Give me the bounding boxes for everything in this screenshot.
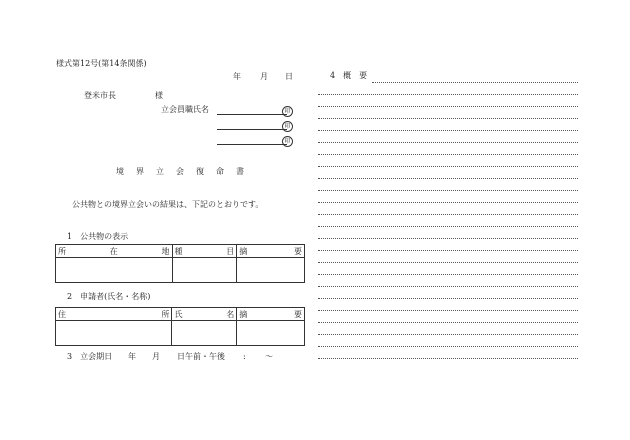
public-property-table xyxy=(55,244,305,283)
title-char: 境 xyxy=(116,167,124,176)
summary-line xyxy=(318,346,578,347)
form-number: 様式第12号(第14条関係) xyxy=(56,59,147,68)
intro-text: 公共物との境界立会いの結果は、下記のとおりです。 xyxy=(72,200,264,209)
title-char: 立 xyxy=(156,167,164,176)
summary-line xyxy=(318,238,578,239)
type-cell xyxy=(172,258,237,283)
signatory-label: 立会員職氏名 xyxy=(161,105,209,114)
summary-line xyxy=(318,178,578,179)
summary-line xyxy=(318,130,578,131)
applicant-table xyxy=(55,307,305,346)
name-cell xyxy=(172,321,237,346)
meeting-day-ampm-label: 日午前・午後 xyxy=(177,352,225,361)
section4-heading: 4 概 要 xyxy=(330,71,368,80)
summary-line xyxy=(318,166,578,167)
summary-line xyxy=(318,226,578,227)
summary-line xyxy=(318,250,578,251)
summary-line xyxy=(318,118,578,119)
summary-cell xyxy=(237,258,305,283)
summary-line xyxy=(318,202,578,203)
summary-line xyxy=(318,94,578,95)
summary-line xyxy=(318,142,578,143)
signatory-line-1 xyxy=(217,114,287,115)
summary-cell xyxy=(237,321,305,346)
summary-line xyxy=(318,106,578,107)
section1-heading: 1 公共物の表示 xyxy=(67,232,129,241)
summary-line xyxy=(318,322,578,323)
summary-header: 摘 要 xyxy=(237,245,305,258)
address-header: 住 所 xyxy=(56,308,172,321)
location-header: 所 在 地 xyxy=(56,245,173,258)
meeting-time-colon: : xyxy=(243,352,246,361)
summary-line xyxy=(318,286,578,287)
summary-line xyxy=(318,298,578,299)
meeting-time-tilde: 〜 xyxy=(265,352,273,361)
address-cell xyxy=(56,321,172,346)
signatory-line-2 xyxy=(217,129,287,130)
type-header: 種 目 xyxy=(172,245,237,258)
seal-mark-2: 印 xyxy=(282,121,293,132)
section2-heading: 2 申請者(氏名・名称) xyxy=(67,292,151,301)
summary-line xyxy=(318,262,578,263)
summary-line xyxy=(318,358,578,359)
meeting-year-label: 年 xyxy=(128,352,136,361)
location-cell xyxy=(56,258,173,283)
section3-label: 3 立会期日 xyxy=(67,352,113,361)
summary-line xyxy=(318,214,578,215)
summary-line xyxy=(318,190,578,191)
document-title xyxy=(116,168,244,176)
addressee-name: 登米市長 xyxy=(84,91,116,100)
title-char: 命 xyxy=(216,167,224,176)
summary-heading-line xyxy=(372,82,578,83)
date-year-label: 年 xyxy=(233,72,241,81)
seal-mark-1: 印 xyxy=(282,106,293,117)
title-char: 会 xyxy=(176,167,184,176)
date-day-label: 日 xyxy=(285,72,293,81)
signatory-line-3 xyxy=(217,144,287,145)
meeting-month-label: 月 xyxy=(152,352,160,361)
summary-line xyxy=(318,274,578,275)
title-char: 復 xyxy=(196,167,204,176)
summary-line xyxy=(318,154,578,155)
title-char: 書 xyxy=(236,167,244,176)
name-header: 氏 名 xyxy=(172,308,237,321)
addressee-honorific: 様 xyxy=(155,91,163,100)
seal-mark-3: 印 xyxy=(282,136,293,147)
summary-line xyxy=(318,310,578,311)
summary-header: 摘 要 xyxy=(237,308,305,321)
summary-line xyxy=(318,334,578,335)
title-char: 界 xyxy=(136,167,144,176)
date-month-label: 月 xyxy=(260,72,268,81)
